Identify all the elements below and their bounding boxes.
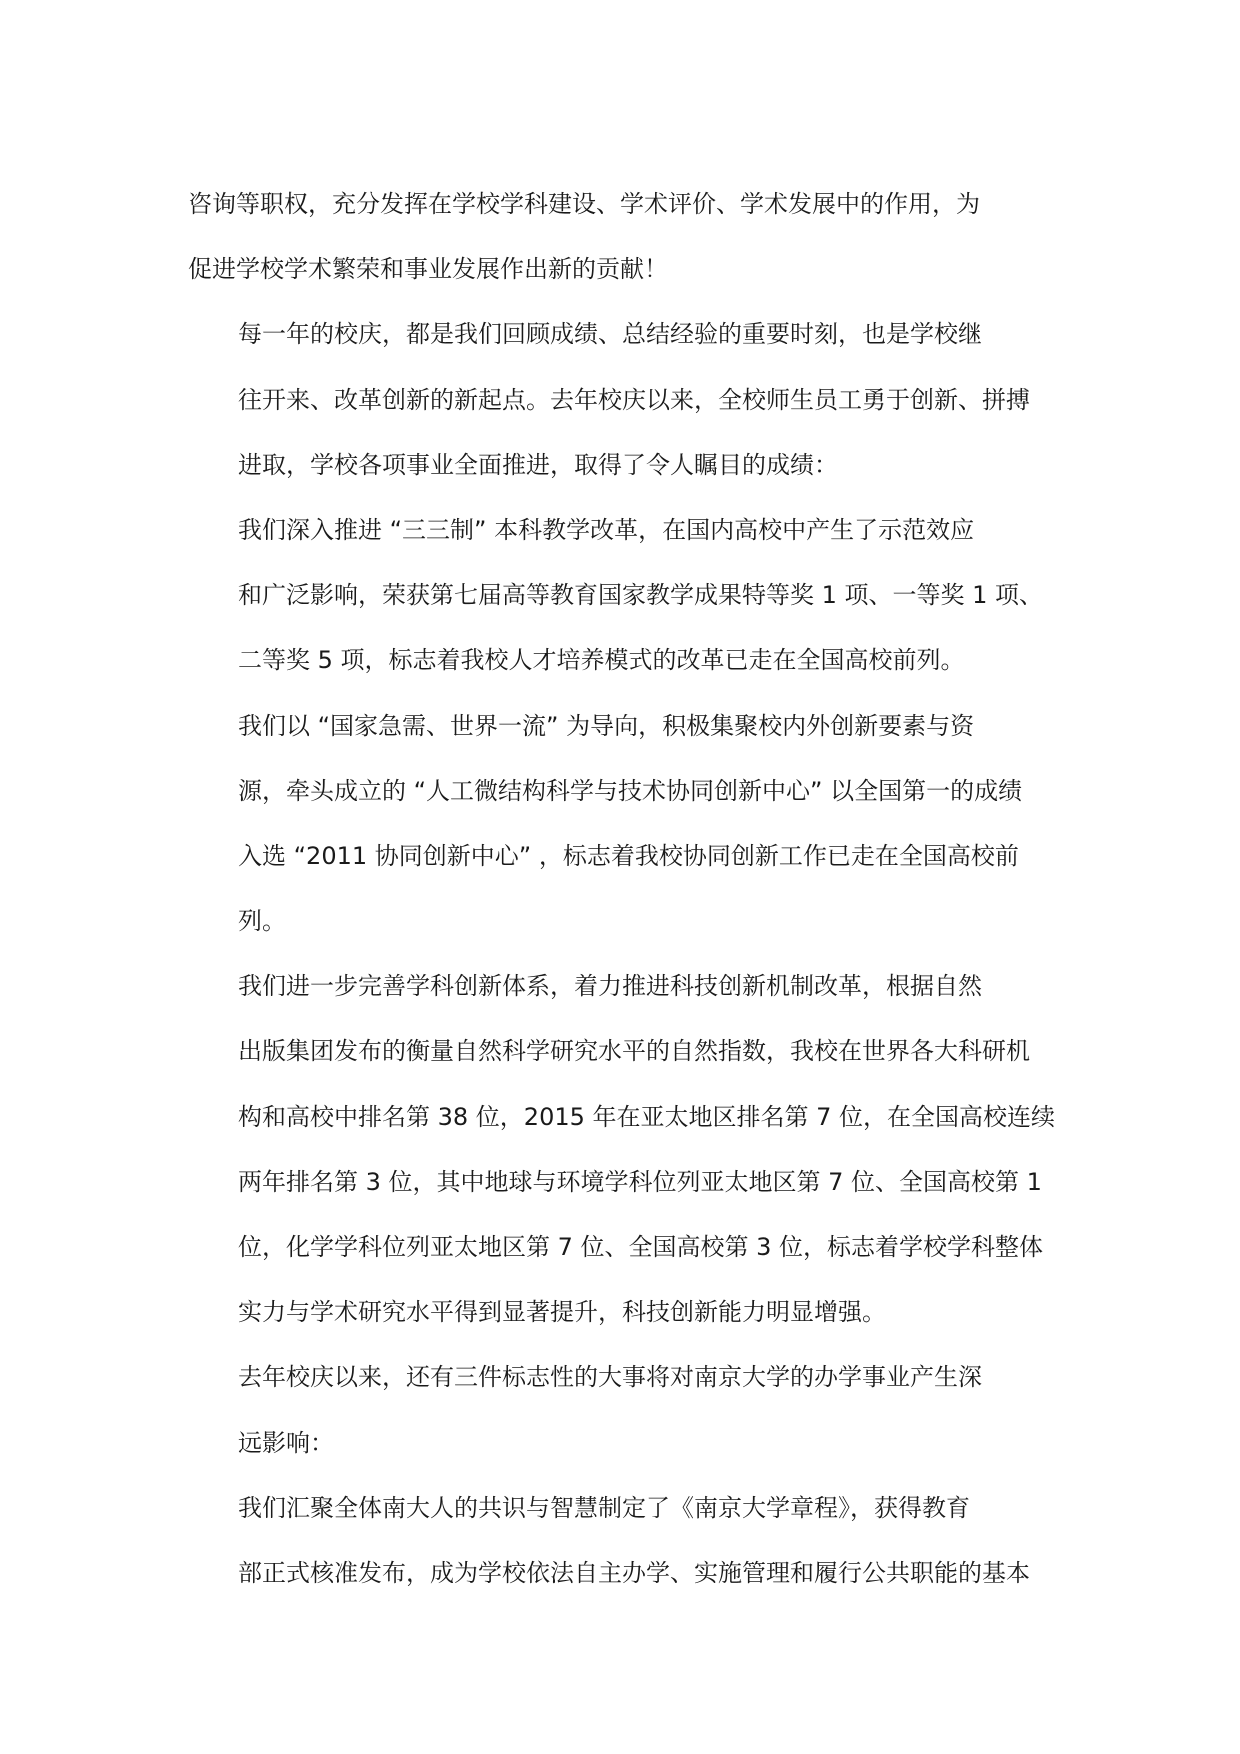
- body-text: [188, 172, 1054, 1606]
- text-line: 我们以 “国家急需、世界一流” 为导向，积极集聚校内外创新要素与资: [238, 711, 975, 740]
- text-line: 我们深入推进 “三三制” 本科教学改革，在国内高校中产生了示范效应: [238, 515, 975, 544]
- text-line: 远影响：: [238, 1428, 334, 1457]
- text-line: 入选 “2011 协同创新中心” ，标志着我校协同创新工作已走在全国高校前: [238, 841, 1019, 870]
- paragraph: [188, 302, 1054, 498]
- text-line: 每一年的校庆，都是我们回顾成绩、总结经验的重要时刻，也是学校继: [238, 320, 982, 349]
- text-line: 和广泛影响，荣获第七届高等教育国家教学成果特等奖 1 项、一等奖 1 项、: [238, 581, 1044, 610]
- text-line: 源，牵头成立的 “人工微结构科学与技术协同创新中心” 以全国第一的成绩: [238, 776, 1023, 805]
- text-line: 列。: [238, 907, 286, 936]
- paragraph: [188, 498, 1054, 694]
- text-line: 去年校庆以来，还有三件标志性的大事将对南京大学的办学事业产生深: [238, 1363, 982, 1392]
- text-line: 构和高校中排名第 38 位，2015 年在亚太地区排名第 7 位，在全国高校连续: [238, 1102, 1056, 1131]
- text-line: 促进学校学术繁荣和事业发展作出新的贡献！: [188, 255, 668, 284]
- paragraph: [188, 954, 1054, 1345]
- text-line: 我们进一步完善学科创新体系，着力推进科技创新机制改革，根据自然: [238, 972, 982, 1001]
- text-line: 咨询等职权，充分发挥在学校学科建设、学术评价、学术发展中的作用，为: [188, 190, 980, 218]
- paragraph: [188, 694, 1054, 955]
- paragraph: [188, 1476, 1054, 1606]
- text-line: 实力与学术研究水平得到显著提升，科技创新能力明显增强。: [238, 1298, 886, 1327]
- text-line: 部正式核准发布，成为学校依法自主办学、实施管理和履行公共职能的基本: [238, 1558, 1030, 1587]
- text-line: 二等奖 5 项，标志着我校人才培养模式的改革已走在全国高校前列。: [238, 646, 965, 675]
- text-line: 两年排名第 3 位，其中地球与环境学科位列亚太地区第 7 位、全国高校第 1: [238, 1167, 1042, 1196]
- paragraph: [188, 1345, 1054, 1475]
- paragraph: [188, 172, 1054, 302]
- text-line: 往开来、改革创新的新起点。去年校庆以来，全校师生员工勇于创新、拼搏: [238, 385, 1030, 414]
- text-line: 出版集团发布的衡量自然科学研究水平的自然指数，我校在世界各大科研机: [238, 1037, 1030, 1066]
- text-line: 我们汇聚全体南大人的共识与智慧制定了《南京大学章程》，获得教育: [238, 1493, 970, 1522]
- text-line: 进取，学校各项事业全面推进，取得了令人瞩目的成绩：: [238, 450, 838, 479]
- text-line: 位，化学学科位列亚太地区第 7 位、全国高校第 3 位，标志着学校学科整体: [238, 1233, 1044, 1261]
